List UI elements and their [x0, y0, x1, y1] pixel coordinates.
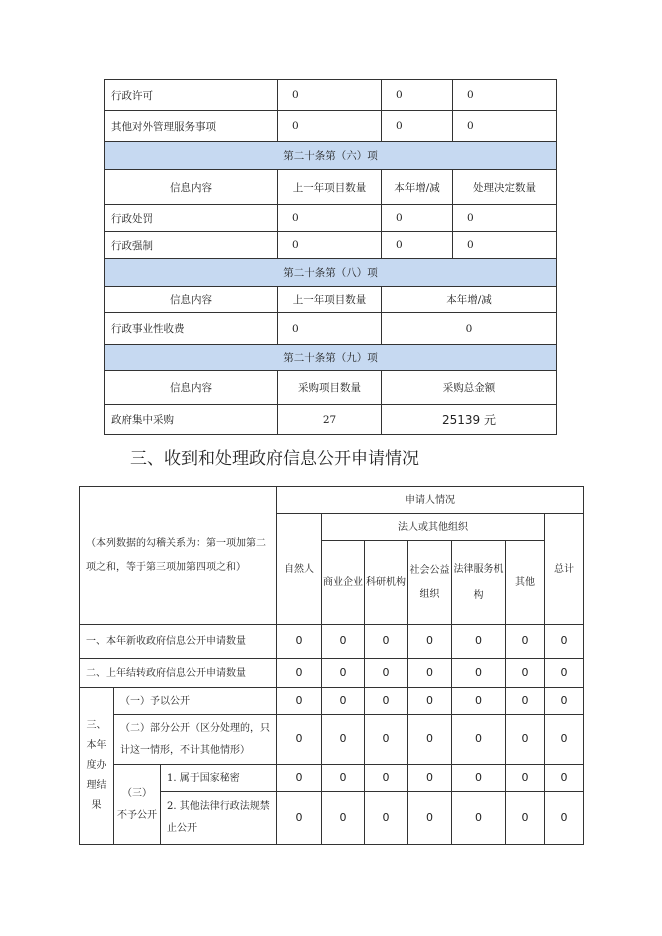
header-row: [105, 170, 557, 205]
cell-value: 0: [277, 715, 322, 765]
cell-decided: 0: [453, 80, 557, 111]
col-other: 其他: [506, 541, 545, 625]
header-cell: 采购项目数量: [278, 371, 382, 405]
cell-value: 0: [506, 765, 545, 792]
header-cell: 上一年项目数量: [278, 170, 382, 205]
cell-prev: 0: [278, 232, 382, 259]
header-cell: 信息内容: [105, 287, 278, 313]
cell-value: 0: [545, 625, 584, 659]
row-label: 2. 其他法律行政法规禁止公开: [161, 792, 277, 845]
cell-change: 0: [382, 232, 453, 259]
cell-prev: 0: [278, 111, 382, 142]
cell-value: 0: [545, 659, 584, 688]
cell-value: 0: [408, 765, 452, 792]
table-row: [80, 625, 584, 659]
header-cell: 本年增/减: [382, 287, 557, 313]
row-label: 一、本年新收政府信息公开申请数量: [80, 625, 277, 659]
cell-value: 0: [365, 659, 408, 688]
cell-prev: 0: [278, 80, 382, 111]
note-cell: （本列数据的勾稽关系为：第一项加第二项之和，等于第三项加第四项之和）: [80, 487, 277, 625]
cell-change: 0: [382, 313, 557, 345]
cell-value: 0: [452, 765, 506, 792]
cell-value: 0: [322, 688, 365, 715]
cell-value: 0: [408, 625, 452, 659]
cell-value: 0: [322, 625, 365, 659]
cell-value: 0: [277, 765, 322, 792]
cell-value: 0: [277, 688, 322, 715]
table-row: [80, 765, 584, 792]
row-label: 1. 属于国家秘密: [161, 765, 277, 792]
cell-prev: 0: [278, 205, 382, 232]
section-title-row: [105, 259, 557, 287]
header-row: [105, 287, 557, 313]
header-cell: 信息内容: [105, 371, 278, 405]
cell-value: 0: [277, 625, 322, 659]
section9-title: 第二十条第（九）项: [105, 345, 557, 371]
cell-value: 0: [506, 659, 545, 688]
cell-value: 0: [365, 765, 408, 792]
row-label: （二）部分公开（区分处理的，只计这一情形，不计其他情形）: [114, 715, 277, 765]
header-row: [80, 487, 584, 514]
cell-value: 0: [506, 688, 545, 715]
cell-value: 0: [277, 792, 322, 845]
row-label: 行政事业性收费: [105, 313, 278, 345]
section-heading: 三、收到和处理政府信息公开申请情况: [130, 449, 419, 469]
legal-header: 法人或其他组织: [322, 514, 545, 541]
cell-count: 27: [278, 405, 382, 435]
header-cell: 采购总金额: [382, 371, 557, 405]
header-cell: 信息内容: [105, 170, 278, 205]
table-row: [105, 111, 557, 142]
cell-value: 0: [408, 659, 452, 688]
col-total: 总计: [545, 514, 584, 625]
cell-value: 0: [322, 715, 365, 765]
section-title-row: [105, 142, 557, 170]
cell-value: 0: [408, 792, 452, 845]
cell-value: 0: [452, 715, 506, 765]
cell-value: 0: [365, 625, 408, 659]
section6-title: 第二十条第（六）项: [105, 142, 557, 170]
cell-value: 0: [506, 715, 545, 765]
cell-amount: 25139 元: [382, 405, 557, 435]
table-row: [105, 405, 557, 435]
col-research: 科研机构: [365, 541, 408, 625]
cell-value: 0: [452, 625, 506, 659]
cell-change: 0: [382, 205, 453, 232]
header-cell: 本年增/减: [382, 170, 453, 205]
row-label: 其他对外管理服务事项: [105, 111, 278, 142]
applicant-header: 申请人情况: [277, 487, 584, 514]
col-commercial: 商业企业: [322, 541, 365, 625]
cell-value: 0: [506, 625, 545, 659]
section8-title: 第二十条第（八）项: [105, 259, 557, 287]
header-cell: 处理决定数量: [453, 170, 557, 205]
header-cell: 上一年项目数量: [278, 287, 382, 313]
header-row: [105, 371, 557, 405]
cell-value: 0: [545, 765, 584, 792]
row-label: 行政许可: [105, 80, 278, 111]
row-label: 行政强制: [105, 232, 278, 259]
cell-value: 0: [545, 792, 584, 845]
cell-value: 0: [545, 688, 584, 715]
cell-value: 0: [365, 792, 408, 845]
cell-value: 0: [322, 765, 365, 792]
cell-value: 0: [452, 659, 506, 688]
group-not-label-a: （三）: [122, 787, 152, 799]
section-title-row: [105, 345, 557, 371]
cell-value: 0: [322, 792, 365, 845]
cell-decided: 0: [453, 232, 557, 259]
cell-value: 0: [408, 715, 452, 765]
table-row: [105, 205, 557, 232]
cell-value: 0: [452, 792, 506, 845]
group-not-label-b: 不予公开: [117, 809, 157, 821]
col-legal-service: 法律服务机构: [452, 541, 506, 625]
table-row: [80, 715, 584, 765]
row-label: 行政处罚: [105, 205, 278, 232]
cell-decided: 0: [453, 205, 557, 232]
cell-change: 0: [382, 111, 453, 142]
table-row: [105, 313, 557, 345]
cell-value: 0: [322, 659, 365, 688]
cell-value: 0: [365, 715, 408, 765]
cell-value: 0: [365, 688, 408, 715]
col-social: 社会公益组织: [408, 541, 452, 625]
cell-prev: 0: [278, 313, 382, 345]
table-row: [105, 80, 557, 111]
table-row: [80, 688, 584, 715]
table-row: [80, 659, 584, 688]
cell-value: 0: [506, 792, 545, 845]
cell-value: 0: [545, 715, 584, 765]
cell-value: 0: [452, 688, 506, 715]
application-table: [79, 486, 584, 845]
row-label: 政府集中采购: [105, 405, 278, 435]
table-row: [105, 232, 557, 259]
col-natural: 自然人: [277, 514, 322, 625]
cell-value: 0: [408, 688, 452, 715]
group-not-disclosed: [114, 765, 161, 845]
disclosure-items-table: [104, 79, 557, 435]
row-label: （一）予以公开: [114, 688, 277, 715]
cell-decided: 0: [453, 111, 557, 142]
group3-label: 三、本年度办理结果: [80, 688, 114, 845]
cell-change: 0: [382, 80, 453, 111]
row-label: 二、上年结转政府信息公开申请数量: [80, 659, 277, 688]
cell-value: 0: [277, 659, 322, 688]
